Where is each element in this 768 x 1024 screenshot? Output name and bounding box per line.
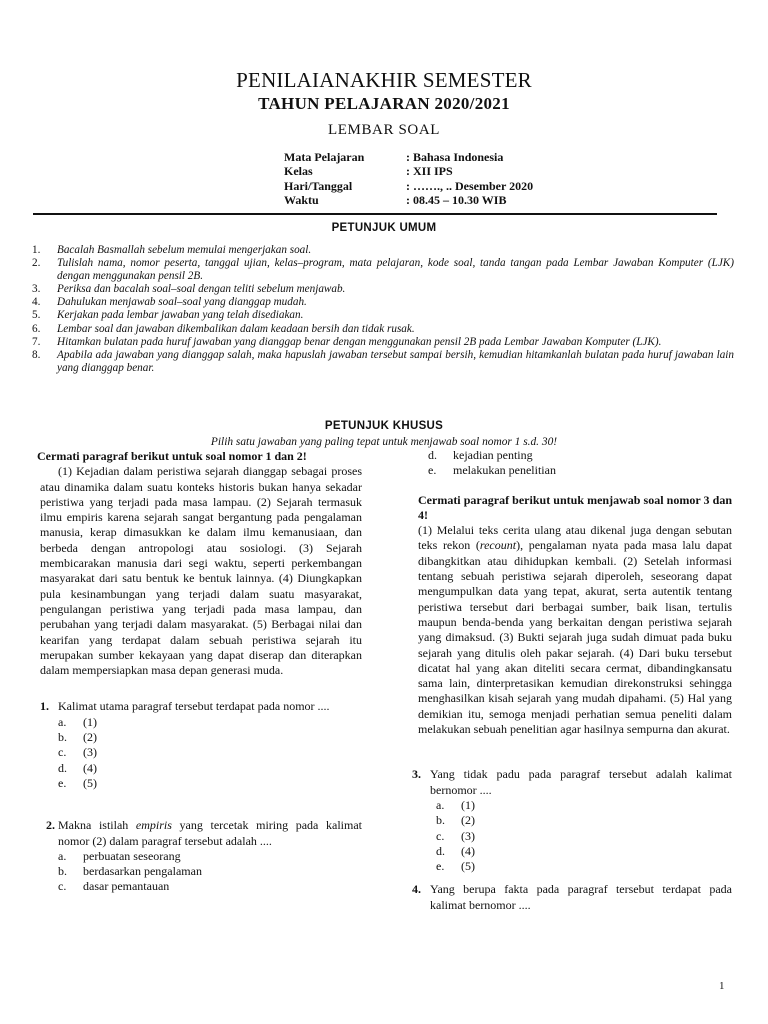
- list-number: 7.: [32, 335, 41, 348]
- list-number: 6.: [32, 322, 41, 335]
- option-text: (2): [461, 813, 475, 828]
- list-number: 1.: [32, 244, 41, 256]
- list-text: Tulislah nama, nomor peserta, tanggal ujian, kelas–program, mata pelajaran, kode soal, tanda tangan pada Lembar Jawaban Komputer (LJK) dengan menggunakan pensil 2B.: [57, 257, 734, 282]
- option-text: (5): [83, 775, 97, 790]
- option-text: (3): [461, 828, 475, 843]
- option-text: (4): [83, 760, 97, 775]
- option-text: berdasarkan pengalaman: [83, 864, 202, 879]
- option-letter: c.: [58, 745, 67, 760]
- general-instructions-heading: PETUNJUK UMUM: [331, 222, 437, 234]
- question-3-options: [436, 798, 732, 874]
- question-number: 1.: [40, 699, 49, 714]
- meta-row: [284, 179, 533, 193]
- list-number: 2.: [32, 257, 41, 270]
- question-text: Yang tidak padu pada paragraf tersebut adalah kalimat bernomor ....: [430, 767, 732, 797]
- option[interactable]: [436, 829, 732, 844]
- question-text: Kalimat utama paragraf tersebut terdapat pada nomor ....: [58, 699, 330, 714]
- option-letter: b.: [58, 730, 67, 745]
- option-text: melakukan penelitian: [453, 463, 556, 478]
- meta-value: : ……., .. Desember 2020: [406, 178, 534, 193]
- question-number: 4.: [412, 882, 421, 897]
- option-letter: a.: [58, 848, 67, 863]
- option-letter: d.: [58, 760, 67, 775]
- list-item: [32, 257, 734, 282]
- question-4: [412, 882, 732, 913]
- option[interactable]: [58, 730, 362, 745]
- divider: [33, 213, 717, 215]
- question-number: 3.: [412, 767, 421, 782]
- option-letter: e.: [428, 463, 437, 478]
- page-number: 1: [719, 980, 725, 992]
- exam-title: PENILAIANAKHIR SEMESTER: [236, 68, 532, 92]
- option[interactable]: [436, 844, 732, 859]
- option-letter: a.: [58, 714, 67, 729]
- meta-key: Mata Pelajaran: [284, 150, 365, 164]
- option[interactable]: [436, 798, 732, 813]
- option-letter: d.: [428, 448, 437, 462]
- meta-row: [284, 150, 533, 164]
- option[interactable]: [58, 715, 362, 730]
- option-text: (5): [461, 859, 475, 874]
- option-letter: e.: [58, 775, 67, 790]
- list-item: [32, 323, 734, 336]
- question-2-options-continued: [428, 448, 732, 479]
- meta-key: Hari/Tanggal: [284, 178, 353, 193]
- question-3: [412, 767, 732, 798]
- option[interactable]: [428, 448, 732, 463]
- specific-instruction-text: Pilih satu jawaban yang paling tepat untuk menjawab soal nomor 1 s.d. 30!: [210, 436, 558, 448]
- meta-row: [284, 164, 533, 178]
- meta-key: Waktu: [284, 192, 319, 207]
- list-number: 8.: [32, 348, 41, 361]
- paragraph-part: ), pengalaman nyata pada masa lalu dapat dibangkitkan atau dihidupkan kembali. (2) Setelah informasi tentang sebuah peristiwa sejarah diperoleh, seseorang dapat mengumpulkan data yang tepat, akurat, serta autentik tentang peristiwa tersebut dari berbagai sumber, baik lisan, tertulis maupun benda-benda yang berkaitan dengan peristiwa sejarah yang dimaksud. (3) Bukti sejarah juga sudah dimuat pada buku sejarah yang ditulis oleh pakar sejarah. (4) Dari buku tersebut dicatat hal yang akan diteliti secara cermat, dibandingkansatu sama lain, dinterpretasikan kemudian direkonstruksi sehingga menghasilkan kisah sejarah yang mudah dipahami. (5) Hal yang demikian itu, semoga menjadi perhatian semua peneliti dalam melakukan sebuah penelitian agar hasilnya sempurna dan akurat.: [418, 538, 732, 737]
- question-1-options: [58, 715, 362, 791]
- option[interactable]: [428, 463, 732, 478]
- list-number: 4.: [32, 296, 41, 309]
- list-text: Dahulukan menjawab soal–soal yang dianggap mudah.: [57, 296, 307, 309]
- option-letter: b.: [436, 813, 445, 828]
- option[interactable]: [58, 849, 362, 864]
- question-2: [40, 818, 362, 849]
- list-text: Kerjakan pada lembar jawaban yang telah disediakan.: [57, 309, 304, 322]
- list-item: [32, 244, 734, 257]
- question-text-part: yang tercetak miring pada kalimat nomor (2) dalam paragraf tersebut adalah ....: [58, 818, 363, 848]
- option[interactable]: [58, 761, 362, 776]
- option-letter: c.: [58, 879, 67, 894]
- option[interactable]: [58, 776, 362, 791]
- question-1: [40, 699, 362, 714]
- option-letter: b.: [58, 864, 67, 879]
- option-text: (4): [461, 843, 475, 858]
- list-item: [32, 309, 734, 322]
- list-text: Bacalah Basmallah sebelum memulai mengerjakan soal.: [57, 244, 312, 256]
- passage-heading: Cermati paragraf berikut untuk soal nomor 1 dan 2!: [37, 449, 307, 463]
- meta-row: [284, 193, 533, 207]
- meta-key: Kelas: [284, 164, 313, 179]
- italic-term: empiris: [135, 818, 172, 833]
- sheet-label: LEMBAR SOAL: [327, 122, 441, 138]
- option-text: (1): [83, 714, 97, 729]
- passage-heading: Cermati paragraf berikut untuk menjawab soal nomor 3 dan 4!: [418, 492, 732, 522]
- left-column: [37, 449, 363, 895]
- specific-instructions-heading: PETUNJUK KHUSUS: [324, 420, 444, 432]
- option[interactable]: [436, 859, 732, 874]
- italic-term: recount: [479, 538, 517, 553]
- option-letter: a.: [436, 797, 445, 812]
- academic-year: TAHUN PELAJARAN 2020/2021: [258, 94, 510, 113]
- question-2-options: [58, 849, 362, 895]
- meta-value: : XII IPS: [406, 164, 453, 179]
- meta-value: : 08.45 – 10.30 WIB: [406, 192, 507, 207]
- meta-value: : Bahasa Indonesia: [406, 150, 504, 164]
- list-item: [32, 336, 734, 349]
- right-column: [412, 448, 732, 913]
- list-item: [32, 349, 734, 374]
- list-item: [32, 283, 734, 296]
- option-text: perbuatan seseorang: [83, 848, 181, 863]
- option[interactable]: [58, 864, 362, 879]
- paragraph-part: (1) Melalui teks cerita ulang atau dikenal juga dengan sebutan teks rekon (: [418, 523, 732, 553]
- list-text: Periksa dan bacalah soal–soal dengan teliti sebelum menjawab.: [57, 282, 346, 295]
- list-text: Hitamkan bulatan pada huruf jawaban yang dianggap benar dengan menggunakan pensil 2B pada Lembar Jawaban Komputer (LJK).: [57, 335, 662, 348]
- list-item: [32, 296, 734, 309]
- option-letter: e.: [436, 859, 445, 874]
- passage-paragraph: (1) Kejadian dalam peristiwa sejarah dianggap sebagai proses atau dinamika dalam suatu konteks historis bukan hanya sekadar peristiwa yang terjadi pada masa lampau. (2) Sejarah termasuk ilmu empiris karena sejarah sangat bergantung pada pengalaman manusia, kerap dimasukkan ke dalam ilmu kemanusiaan, dan berbeda dengan antropologi atau sosiologi. (3) Sejarah membicarakan manusia dari segi waktu, seperti perkembangan masyarakat dari satu bentuk ke bentuk lainnya. (4) Diungkapkan pula kesinambungan yang terjadi dalam suatu masyarakat, pengulangan peristiwa yang terjadi pada masa lampau, dan perubahan yang terjadi dalam masyarakat. (5) Berbagai nilai dan kearifan yang terdapat dalam sebuah peristiwa sejarah itu merupakan sumber kekayaan yang dapat diserap dan diterapkan dalam mempersiapkan masa depan generasi muda.: [40, 464, 362, 678]
- option-text: kejadian penting: [453, 448, 533, 462]
- passage-paragraph: [418, 523, 732, 737]
- option[interactable]: [58, 745, 362, 760]
- exam-meta: [284, 150, 533, 207]
- list-text: Apabila ada jawaban yang dianggap salah, maka hapuslah jawaban tersebut sampai bersih, kemudian hitamkanlah bulatan pada huruf jawaban lain yang dianggap benar.: [57, 348, 734, 374]
- question-text: [58, 818, 362, 849]
- option-letter: c.: [436, 828, 445, 843]
- option-letter: d.: [436, 843, 445, 858]
- option-text: (3): [83, 745, 97, 760]
- question-text-part: Makna istilah: [58, 818, 136, 833]
- list-number: 3.: [32, 282, 41, 295]
- option-text: (2): [83, 730, 97, 745]
- question-text: Yang berupa fakta pada paragraf tersebut terdapat pada kalimat bernomor ....: [430, 882, 732, 912]
- general-instructions-list: [32, 244, 734, 375]
- option[interactable]: [58, 879, 362, 894]
- option-text: dasar pemantauan: [83, 879, 170, 894]
- list-text: Lembar soal dan jawaban dikembalikan dalam keadaan bersih dan tidak rusak.: [57, 322, 415, 335]
- list-number: 5.: [32, 309, 41, 322]
- option-text: (1): [461, 797, 475, 812]
- question-number: 2.: [46, 818, 55, 833]
- option[interactable]: [436, 813, 732, 828]
